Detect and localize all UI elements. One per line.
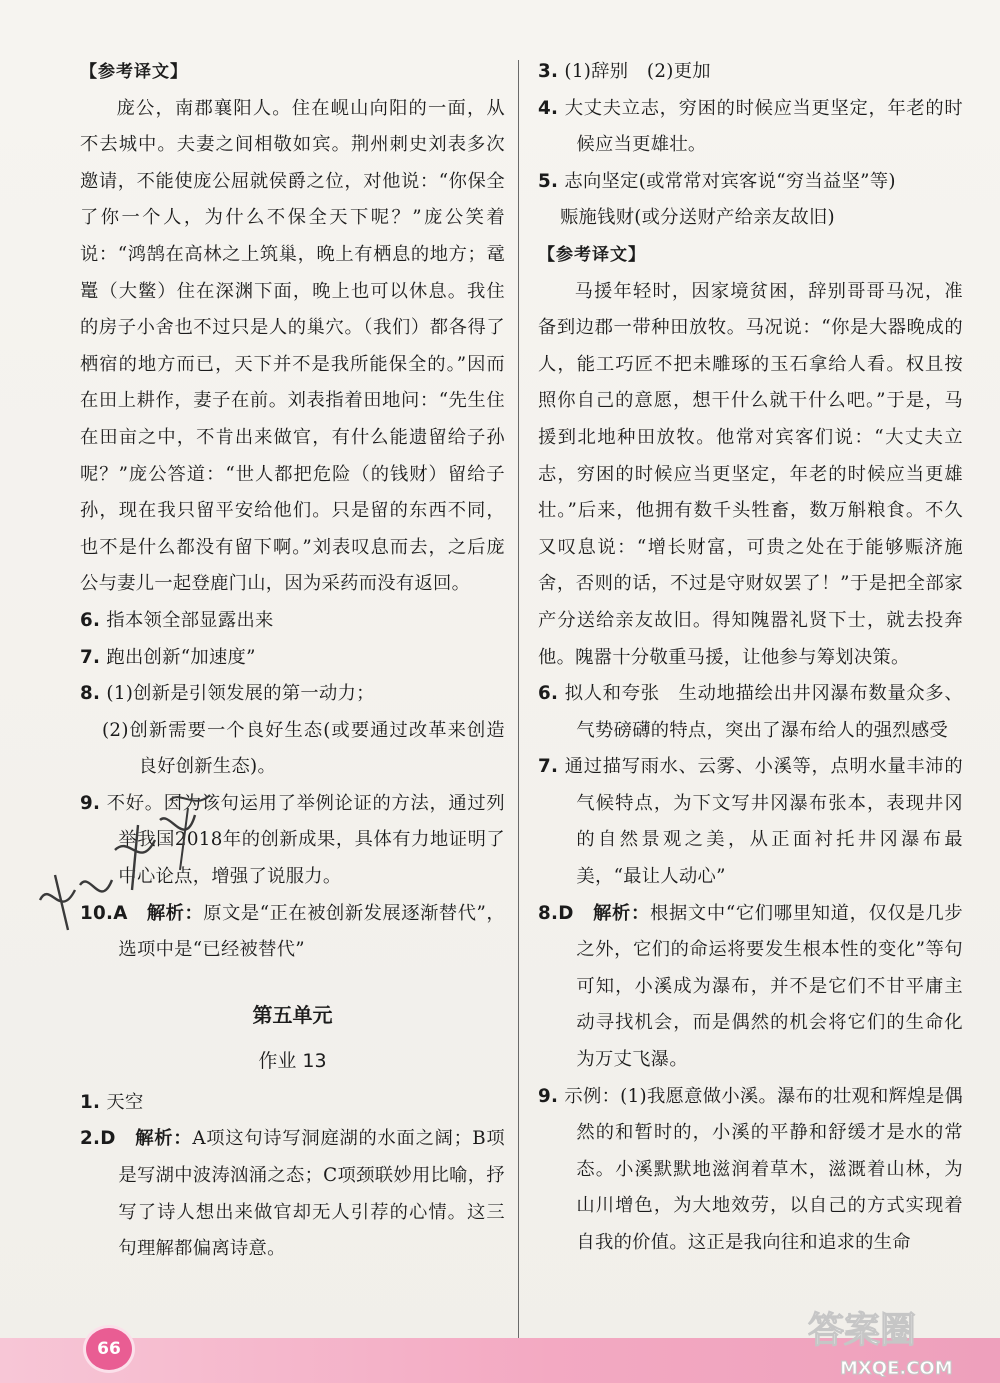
answer-4: 4. 大丈夫立志，穷困的时候应当更坚定，年老的时候应当更雄壮。	[538, 97, 963, 156]
watermark-logo	[800, 1300, 990, 1380]
answer-number: 10.	[80, 902, 114, 924]
answer-8-part-2: (2)创新需要一个良好生态(或要通过改革来创造良好创新生态)。	[101, 719, 505, 778]
answer-number: 3.	[538, 61, 559, 82]
answer-number: 7.	[80, 646, 101, 668]
homework-answer-1: 1. 天空	[80, 1091, 144, 1113]
translation-text-1: 庞公，南郡襄阳人。住在岘山向阳的一面，从不去城中。夫妻之间相敬如宾。荆州刺史刘表多次邀请，不能使庞公屈就侯爵之位，对他说：“你保全了你一个人，为什么不保全天下呢？”庞公笑着说：“鸿鹄在高林之上筑巢，晚上有栖息的地方；鼋鼍（大鳖）住在深渊下面，晚上也可以休息。我住的房子小舍也不过只是人的巢穴。（我们）都各得了栖宿的地方而已，天下并不是我所能保全的。”因而在田上耕作，妻子在前。刘表指着田地问：“先生住在田亩之中，不肯出来做官，有什么能遗留给子孙呢？”庞公答道：“世人都把危险（的钱财）留给子孙，现在我只留平安给他们。只是留的东西不同，也不是什么都没有留下啊。”刘表叹息而去，之后庞公与妻儿一起登鹿门山，因为采药而没有返回。	[80, 97, 505, 595]
page-number: 66	[86, 1328, 132, 1370]
watermark-main-text: 答案圈	[808, 1310, 917, 1351]
answer-number: 9.	[80, 792, 101, 814]
answer-9-right: 9. 示例：(1)我愿意做小溪。瀑布的壮观和辉煌是偶然的和暂时的，小溪的平静和舒缓才是水的常态。小溪默默地滋润着草木，滋溉着山林，为山川增色，为大地效劳，以自己的方式实现着自我的价值。这正是我向往和追求的生命	[538, 1085, 963, 1253]
right-column	[538, 54, 963, 1262]
homework-title: 作业 13	[258, 1049, 327, 1072]
answer-number: 5.	[538, 170, 559, 192]
answer-number: 7.	[538, 756, 559, 778]
answer-number: 1.	[80, 1091, 101, 1113]
answer-number: 8.	[80, 683, 101, 705]
answer-number: 4.	[538, 97, 559, 119]
answer-3: 3. (1)辞别 (2)更加	[538, 61, 711, 82]
unit-title: 第五单元	[252, 1002, 333, 1027]
answer-5-part-2: 赈施钱财(或分送财产给亲友故旧)	[559, 207, 835, 229]
answer-8-right: 8.D 解析：根据文中“它们哪里知道，仅仅是几步之外，它们的命运将要发生根本性的变化”等句可知，小溪成为瀑布，并不是它们不甘平庸主动寻找机会，而是偶然的机会将它们的生命化为万丈飞瀑。	[538, 902, 963, 1071]
translation-heading-1: 【参考译文】	[80, 62, 188, 82]
answer-5: 5. 志向坚定(或常常对宾客说“穷当益坚”等)	[538, 170, 896, 192]
answer-number: 8.	[538, 902, 559, 924]
answer-number: 6.	[538, 683, 559, 705]
answer-number: 9.	[538, 1085, 559, 1107]
answer-number: 2.	[80, 1128, 101, 1150]
answer-8: 8. (1)创新是引领发展的第一动力；	[80, 683, 375, 705]
answer-7-right: 7. 通过描写雨水、云雾、小溪等，点明水量丰沛的气候特点，为下文写井冈瀑布张本，表现井冈的自然景观之美，从正面衬托井冈瀑布最美，“最让人动心”	[538, 756, 963, 888]
answer-10: 10.A 解析：原文是“正在被创新发展逐渐替代”，选项中是“已经被替代”	[80, 902, 506, 961]
answer-6: 6. 指本领全部显露出来	[80, 609, 274, 631]
answer-number: 6.	[80, 609, 101, 631]
answer-9: 9. 不好。因为该句运用了举例论证的方法，通过列举我国2018年的创新成果，具体有力地证明了中心论点，增强了说服力。	[80, 792, 505, 888]
answer-6-right: 6. 拟人和夸张 生动地描绘出井冈瀑布数量众多、气势磅礴的特点，突出了瀑布给人的强烈感受	[538, 683, 963, 741]
homework-answer-2: 2.D 解析：A项这句诗写洞庭湖的水面之阔；B项是写湖中波涛汹涌之态；C项颈联妙用比喻，抒写了诗人想出来做官却无人引荐的心情。这三句理解都偏离诗意。	[80, 1128, 505, 1260]
translation-heading-2: 【参考译文】	[538, 244, 646, 265]
left-column	[80, 54, 505, 1268]
watermark-url-text: MXQE.COM	[840, 1358, 953, 1379]
answer-7: 7. 跑出创新“加速度”	[80, 646, 256, 668]
translation-text-2: 马援年轻时，因家境贫困，辞别哥哥马况，准备到边郡一带种田放牧。马况说：“你是大器晚成的人，能工巧匠不把未雕琢的玉石拿给人看。权且按照你自己的意愿，想干什么就干什么吧。”于是，马援到北地种田放牧。他常对宾客们说：“大丈夫立志，穷困的时候应当更坚定，年老的时候应当更雄壮。”后来，他拥有数千头牲畜，数万斛粮食。不久又叹息说：“增长财富，可贵之处在于能够赈济施舍，否则的话，不过是守财奴罢了！”于是把全部家产分送给亲友故旧。得知隗嚣礼贤下士，就去投奔他。隗嚣十分敬重马援，让他参与筹划决策。	[538, 280, 963, 668]
column-divider	[518, 60, 519, 1355]
